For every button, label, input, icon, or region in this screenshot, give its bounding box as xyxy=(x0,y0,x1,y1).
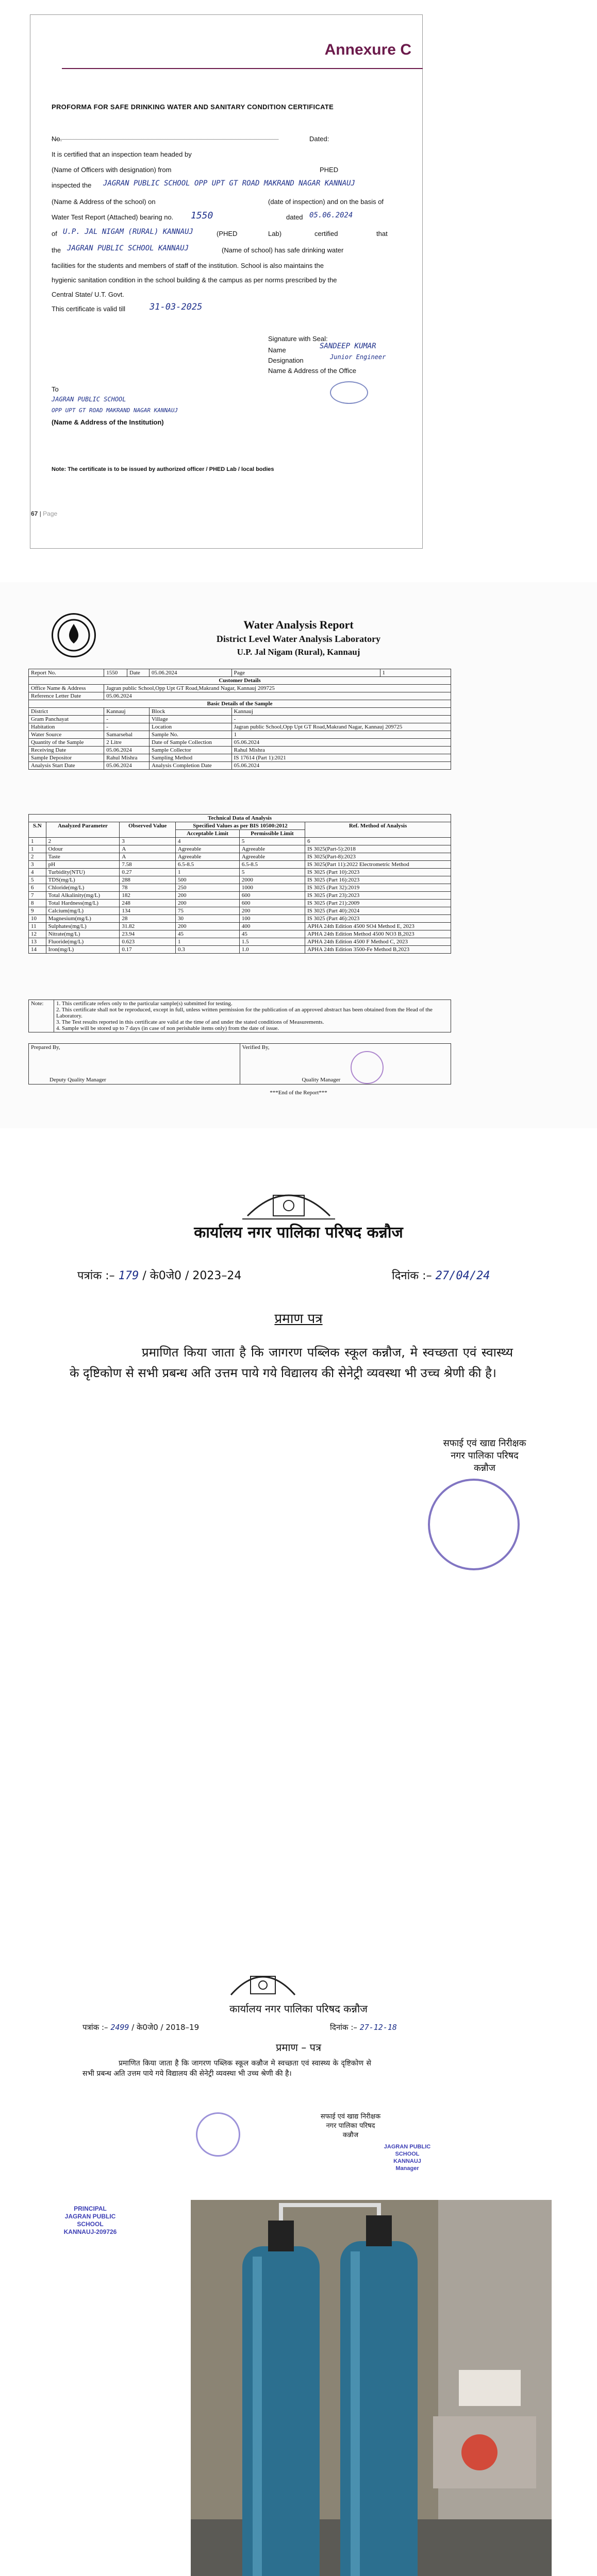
table-row xyxy=(29,685,451,692)
row-param: Odour xyxy=(46,845,120,853)
row-param: Turbidity(NTU) xyxy=(46,869,120,876)
table-row xyxy=(29,1044,451,1084)
water-analysis-report-page xyxy=(0,582,597,1128)
row-acceptable: Agreeable xyxy=(175,853,239,861)
row-permissible: 2000 xyxy=(239,876,305,884)
cert-line-5a: Water Test Report (Attached) bearing no. xyxy=(52,213,174,221)
school-stamp: JAGRAN PUBLIC SCHOOL KANNAUJ Manager xyxy=(384,2144,431,2172)
municipal-certificate-2024 xyxy=(0,1170,597,1917)
lab-subtitle: U.P. Jal Nigam (Rural), Kannauj xyxy=(237,647,360,657)
row-observed: 23.94 xyxy=(120,930,176,938)
habitation-value: - xyxy=(104,723,150,731)
col-sn: S.N xyxy=(29,822,46,838)
note-item: 1. This certificate refers only to the particular sample(s) submitted for testing. xyxy=(56,1001,233,1007)
col-param: Analyzed Parameter xyxy=(46,822,120,838)
report-date-handwritten: 05.06.2024 xyxy=(309,211,353,219)
certificate-heading: प्रमाण – पत्र xyxy=(275,2041,322,2054)
table-row xyxy=(29,853,451,861)
to-caption: (Name & Address of the Institution) xyxy=(52,418,164,426)
table-row xyxy=(29,900,451,907)
row-observed: 0.623 xyxy=(120,938,176,946)
row-ref: IS 3025 (Part 23):2023 xyxy=(305,892,451,900)
collector-label: Sample Collector xyxy=(149,747,231,754)
customer-header: Customer Details xyxy=(29,677,451,685)
row-param: TDS(mg/L) xyxy=(46,876,120,884)
depositor-value: Rahul Mishra xyxy=(104,754,150,762)
row-permissible: 600 xyxy=(239,892,305,900)
row-observed: 182 xyxy=(120,892,176,900)
row-ref: APHA 24th Edition 4500 F Method C, 2023 xyxy=(305,938,451,946)
deputy-label: Deputy Quality Manager xyxy=(49,1077,106,1083)
valid-date-handwritten: 31-03-2025 xyxy=(150,302,203,312)
col-observed: Observed Value xyxy=(120,822,176,838)
analysis-table xyxy=(28,814,451,954)
prepared-cell xyxy=(29,1044,240,1084)
row-observed: 31.82 xyxy=(120,923,176,930)
row-permissible: Agreeable xyxy=(239,845,305,853)
lab-name-handwritten: U.P. JAL NIGAM (RURAL) KANNAUJ xyxy=(63,228,193,236)
gp-label: Gram Panchayat xyxy=(29,716,104,723)
row-acceptable: 1 xyxy=(175,938,239,946)
complete-label: Analysis Completion Date xyxy=(149,762,231,770)
office-label: Office Name & Address xyxy=(29,685,104,692)
row-acceptable: 200 xyxy=(175,892,239,900)
col-number: 2 xyxy=(46,838,120,845)
cert-line-6c: Lab) xyxy=(268,230,282,238)
table-row xyxy=(29,861,451,869)
table-row xyxy=(29,815,451,822)
sample-details-table xyxy=(28,669,451,770)
row-ref: IS 3025 (Part 16):2023 xyxy=(305,876,451,884)
row-acceptable: 45 xyxy=(175,930,239,938)
row-observed: 248 xyxy=(120,900,176,907)
row-sn: 9 xyxy=(29,907,46,915)
no-label: No. xyxy=(52,135,62,143)
table-row xyxy=(29,731,451,739)
row-sn: 8 xyxy=(29,900,46,907)
municipal-emblem-icon xyxy=(242,1180,335,1221)
row-permissible: 5 xyxy=(239,869,305,876)
tech-header: Technical Data of Analysis xyxy=(29,815,451,822)
row-permissible: 400 xyxy=(239,923,305,930)
gp-value: - xyxy=(104,716,150,723)
depositor-label: Sample Depositor xyxy=(29,754,104,762)
habitation-label: Habitation xyxy=(29,723,104,731)
row-sn: 1 xyxy=(29,845,46,853)
municipal-emblem-icon xyxy=(227,1963,299,1999)
row-acceptable: 200 xyxy=(175,900,239,907)
table-row xyxy=(29,838,451,845)
col-acceptable: Acceptable Limit xyxy=(175,830,239,838)
row-ref: IS 3025 (Part 46):2023 xyxy=(305,915,451,923)
row-param: Nitrate(mg/L) xyxy=(46,930,120,938)
table-row xyxy=(29,723,451,731)
col-number: 4 xyxy=(175,838,239,845)
start-value: 05.06.2024 xyxy=(104,762,150,770)
officer-name-handwritten: SANDEEP KUMAR xyxy=(320,342,376,350)
row-sn: 4 xyxy=(29,869,46,876)
table-row xyxy=(29,716,451,723)
table-row xyxy=(29,692,451,700)
to-label: To xyxy=(52,385,59,393)
row-ref: IS 3025(Part 11):2022 Electrometric Method xyxy=(305,861,451,869)
table-row xyxy=(29,669,451,677)
table-row xyxy=(29,822,451,830)
source-value: Samarsebal xyxy=(104,731,150,739)
issue-date: दिनांक :– 27/04/24 xyxy=(392,1269,490,1282)
district-label: District xyxy=(29,708,104,716)
signer-block: सफाई एवं खाद्य निरीक्षक नगर पालिका परिषद कन्नौज xyxy=(443,1438,526,1473)
table-row xyxy=(29,677,451,685)
table-row xyxy=(29,876,451,884)
village-value: - xyxy=(231,716,451,723)
row-permissible: 600 xyxy=(239,900,305,907)
cert-line-6a: of xyxy=(52,230,57,238)
row-sn: 10 xyxy=(29,915,46,923)
row-permissible: 6.5-8.5 xyxy=(239,861,305,869)
sample-no-value: 1 xyxy=(231,731,451,739)
row-param: Sulphates(mg/L) xyxy=(46,923,120,930)
office-name: कार्यालय नगर पालिका परिषद कन्नौज xyxy=(229,2003,368,2015)
row-permissible: Agreeable xyxy=(239,853,305,861)
row-observed: 134 xyxy=(120,907,176,915)
report-number-handwritten: 1550 xyxy=(191,210,213,221)
row-observed: A xyxy=(120,853,176,861)
row-sn: 3 xyxy=(29,861,46,869)
cert-line-7a: the xyxy=(52,246,61,254)
row-acceptable: 0.3 xyxy=(175,946,239,954)
col-number: 5 xyxy=(239,838,305,845)
certificate-page xyxy=(0,0,597,572)
note-item: 4. Sample will be stored up to 7 days (in case of non perishable items only) from the date of issue. xyxy=(56,1025,279,1031)
reference-number: पत्रांक :– 2499 / के0जे0 / 2018–19 xyxy=(82,2023,200,2032)
row-acceptable: 75 xyxy=(175,907,239,915)
row-param: Magnesium(mg/L) xyxy=(46,915,120,923)
office-value: Jagran public School,Opp Upt GT Road,Makrand Nagar, Kannauj 209725 xyxy=(104,685,451,692)
block-label: Block xyxy=(149,708,231,716)
row-ref: APHA 24th Edition Method 4500 NO3 B,2023 xyxy=(305,930,451,938)
collection-value: 05.06.2024 xyxy=(231,739,451,747)
row-observed: 0.17 xyxy=(120,946,176,954)
basic-header: Basic Details of the Sample xyxy=(29,700,451,708)
signer-block: सफाई एवं खाद्य निरीक्षक नगर पालिका परिषद कन्नौज xyxy=(320,2113,381,2139)
table-row xyxy=(29,907,451,915)
row-ref: IS 3025 (Part 40):2024 xyxy=(305,907,451,915)
row-acceptable: 30 xyxy=(175,915,239,923)
table-row xyxy=(29,884,451,892)
row-param: Total Alkalinity(mg/L) xyxy=(46,892,120,900)
cert-line-6d: certified xyxy=(314,230,338,238)
col-permissible: Permissible Limit xyxy=(239,830,305,838)
table-row xyxy=(29,1000,451,1032)
prepared-label: Prepared By, xyxy=(31,1044,60,1050)
certificate-body: प्रमाणित किया जाता है कि जागरण पब्लिक स्कूल कन्नौज, मे स्वच्छता एवं स्वास्थ्य के दृष्टिकोण से सभी प्रबन्ध अति उत्तम पाये गये विद्यालय की सेनेट्री व्यवस्था भी उच्च श्रेणी की है। xyxy=(70,1345,513,1380)
row-ref: IS 3025 (Part 21):2009 xyxy=(305,900,451,907)
reference-label: Reference Letter Date xyxy=(29,692,104,700)
certificate-title: PROFORMA FOR SAFE DRINKING WATER AND SANITARY CONDITION CERTIFICATE xyxy=(52,103,334,111)
to-line-1: JAGRAN PUBLIC SCHOOL xyxy=(52,396,126,403)
annexure-rule xyxy=(62,68,423,69)
table-row xyxy=(29,938,451,946)
end-of-report: ***End of the Report*** xyxy=(270,1090,327,1096)
row-ref: IS 3025 (Part 32):2019 xyxy=(305,884,451,892)
row-sn: 12 xyxy=(29,930,46,938)
collector-value: Rahul Mishra xyxy=(231,747,451,754)
note-item: 2. This certificate shall not be reproduced, except in full, unless written permission for the publication of an approved abstract has been obtained from the Head of the Laboratory. xyxy=(56,1007,433,1019)
certificate-body: प्रमाणित किया जाता है कि जागरण पब्लिक स्कूल कन्नौज मे स्वच्छता एवं स्वास्थ्य के दृष्टिकोण से सभी प्रबन्ध अति उत्तम पाये गये विद्यालय की सेनेट्री व्यवस्था भी उच्च श्रेणी की है। xyxy=(82,2059,371,2078)
municipal-seal xyxy=(196,2112,240,2157)
col-ref: Ref. Method of Analysis xyxy=(305,822,451,838)
office-name: कार्यालय नगर पालिका परिषद कन्नौज xyxy=(194,1224,403,1242)
water-purifier-photo xyxy=(191,2200,552,2576)
report-no-label: Report No. xyxy=(29,669,104,677)
row-observed: 0.27 xyxy=(120,869,176,876)
cert-line-2a: (Name of Officers with designation) from xyxy=(52,166,172,174)
row-permissible: 1.0 xyxy=(239,946,305,954)
cert-line-4a: (Name & Address of the school) on xyxy=(52,198,156,206)
municipal-certificate-2018 xyxy=(0,1958,597,2576)
principal-stamp: PRINCIPAL JAGRAN PUBLIC SCHOOL KANNAUJ-209726 xyxy=(63,2205,117,2235)
row-sn: 2 xyxy=(29,853,46,861)
cert-line-4b: (date of inspection) and on the basis of xyxy=(268,198,384,206)
annexure-title: Annexure C xyxy=(324,41,411,58)
row-sn: 5 xyxy=(29,876,46,884)
designation-label: Designation xyxy=(268,357,304,364)
row-observed: 28 xyxy=(120,915,176,923)
row-acceptable: 6.5-8.5 xyxy=(175,861,239,869)
row-observed: 7.58 xyxy=(120,861,176,869)
table-row xyxy=(29,762,451,770)
method-value: IS 17614 (Part 1):2021 xyxy=(231,754,451,762)
cert-line-6e: that xyxy=(376,230,388,238)
row-observed: 288 xyxy=(120,876,176,884)
row-sn: 6 xyxy=(29,884,46,892)
col-number: 1 xyxy=(29,838,46,845)
row-ref: APHA 24th Edition 3500-Fe Method B,2023 xyxy=(305,946,451,954)
row-acceptable: 1 xyxy=(175,869,239,876)
notes-table xyxy=(28,999,451,1032)
quantity-label: Quantity of the Sample xyxy=(29,739,104,747)
row-permissible: 1000 xyxy=(239,884,305,892)
col-number: 3 xyxy=(120,838,176,845)
row-ref: IS 3025(Part-5):2018 xyxy=(305,845,451,853)
note-item: 3. The Test results reported in this certificate are valid at the time of and under the stated conditions of Measurements. xyxy=(56,1019,324,1025)
row-sn: 11 xyxy=(29,923,46,930)
lab-title: District Level Water Analysis Laboratory xyxy=(216,634,381,644)
report-no-value: 1550 xyxy=(104,669,127,677)
row-observed: A xyxy=(120,845,176,853)
table-row xyxy=(29,869,451,876)
municipal-seal xyxy=(428,1479,520,1570)
office-address-label: Name & Address of the Office xyxy=(268,367,357,375)
date-value: 05.06.2024 xyxy=(149,669,231,677)
reference-value: 05.06.2024 xyxy=(104,692,451,700)
receiving-label: Receiving Date xyxy=(29,747,104,754)
cert-line-1: It is certified that an inspection team headed by xyxy=(52,150,192,158)
cert-line-3a: inspected the xyxy=(52,181,92,189)
verified-label: Verified By, xyxy=(242,1044,270,1050)
table-row xyxy=(29,923,451,930)
row-param: Calcium(mg/L) xyxy=(46,907,120,915)
table-row xyxy=(29,747,451,754)
quantity-value: 2 Litre xyxy=(104,739,150,747)
signature-table xyxy=(28,1043,451,1084)
row-param: pH xyxy=(46,861,120,869)
quality-label: Quality Manager xyxy=(302,1077,341,1083)
cert-line-2b: PHED xyxy=(320,166,339,174)
table-row xyxy=(29,930,451,938)
row-permissible: 200 xyxy=(239,907,305,915)
row-acceptable: 250 xyxy=(175,884,239,892)
row-acceptable: 200 xyxy=(175,923,239,930)
row-sn: 7 xyxy=(29,892,46,900)
date-label: Date xyxy=(127,669,150,677)
collection-label: Date of Sample Collection xyxy=(149,739,231,747)
village-label: Village xyxy=(149,716,231,723)
receiving-value: 05.06.2024 xyxy=(104,747,150,754)
certificate-note: Note: The certificate is to be issued by authorized officer / PHED Lab / local bodies xyxy=(52,466,274,472)
block-value: Kannauj xyxy=(231,708,451,716)
table-row xyxy=(29,700,451,708)
row-param: Taste xyxy=(46,853,120,861)
district-value: Kannauj xyxy=(104,708,150,716)
report-title: Water Analysis Report xyxy=(243,618,354,631)
source-label: Water Source xyxy=(29,731,104,739)
row-observed: 78 xyxy=(120,884,176,892)
location-label: Location xyxy=(149,723,231,731)
school-name-handwritten: JAGRAN PUBLIC SCHOOL OPP UPT GT ROAD MAKRAND NAGAR KANNAUJ xyxy=(103,179,355,188)
signature-label: Signature with Seal: xyxy=(268,335,328,343)
office-seal xyxy=(330,381,368,404)
designation-handwritten: Junior Engineer xyxy=(330,353,386,361)
valid-label: This certificate is valid till xyxy=(52,305,126,313)
note-list xyxy=(54,1000,451,1032)
issue-date: दिनांक :– 27-12-18 xyxy=(330,2023,397,2032)
start-label: Analysis Start Date xyxy=(29,762,104,770)
to-line-2: OPP UPT GT ROAD MAKRAND NAGAR KANNAUJ xyxy=(52,407,178,414)
cert-line-9: hygienic sanitation condition in the school building & the campus as per norms prescribed by the xyxy=(52,276,337,284)
table-row xyxy=(29,845,451,853)
cert-line-10: Central State/ U.T. Govt. xyxy=(52,291,124,298)
row-acceptable: 500 xyxy=(175,876,239,884)
row-param: Iron(mg/L) xyxy=(46,946,120,954)
table-row xyxy=(29,892,451,900)
row-permissible: 45 xyxy=(239,930,305,938)
page-number: 67 | Page xyxy=(31,510,58,517)
no-line xyxy=(52,139,278,140)
table-row xyxy=(29,946,451,954)
lab-seal xyxy=(351,1051,384,1084)
complete-value: 05.06.2024 xyxy=(231,762,451,770)
location-value: Jagran public School,Opp Upt GT Road,Makrand Nagar, Kannauj 209725 xyxy=(231,723,451,731)
row-permissible: 1.5 xyxy=(239,938,305,946)
table-row xyxy=(29,754,451,762)
table-row xyxy=(29,708,451,716)
reference-number: पत्रांक :– 179 / के0जे0 / 2023–24 xyxy=(77,1269,242,1282)
page-value: 1 xyxy=(380,669,451,677)
col-spec: Specified Values as per BIS 10500:2012 xyxy=(175,822,305,830)
row-sn: 13 xyxy=(29,938,46,946)
ro-plant-illustration-icon xyxy=(191,2200,552,2576)
row-ref: IS 3025(Part-8):2023 xyxy=(305,853,451,861)
sample-no-label: Sample No. xyxy=(149,731,231,739)
method-label: Sampling Method xyxy=(149,754,231,762)
analysis-rows xyxy=(29,845,451,954)
cert-line-5b: dated xyxy=(286,213,303,221)
col-number: 6 xyxy=(305,838,451,845)
note-label: Note: xyxy=(29,1000,54,1032)
cert-line-8: facilities for the students and members of staff of the institution. School is also maintains the xyxy=(52,262,324,269)
row-param: Chloride(mg/L) xyxy=(46,884,120,892)
page-label: Page xyxy=(231,669,380,677)
certificate-heading: प्रमाण पत्र xyxy=(274,1311,323,1327)
dated-label: Dated: xyxy=(309,135,329,143)
row-param: Fluoride(mg/L) xyxy=(46,938,120,946)
row-permissible: 100 xyxy=(239,915,305,923)
row-ref: APHA 24th Edition 4500 SO4 Method E, 2023 xyxy=(305,923,451,930)
table-row xyxy=(29,739,451,747)
row-acceptable: Agreeable xyxy=(175,845,239,853)
row-ref: IS 3025 (Part 10):2023 xyxy=(305,869,451,876)
verified-cell xyxy=(240,1044,451,1084)
row-sn: 14 xyxy=(29,946,46,954)
school-short-handwritten: JAGRAN PUBLIC SCHOOL KANNAUJ xyxy=(67,244,189,252)
name-label: Name xyxy=(268,346,286,354)
table-row xyxy=(29,915,451,923)
cert-line-6b: (PHED xyxy=(217,230,238,238)
cert-line-7b: (Name of school) has safe drinking water xyxy=(222,246,344,254)
row-param: Total Hardness(mg/L) xyxy=(46,900,120,907)
